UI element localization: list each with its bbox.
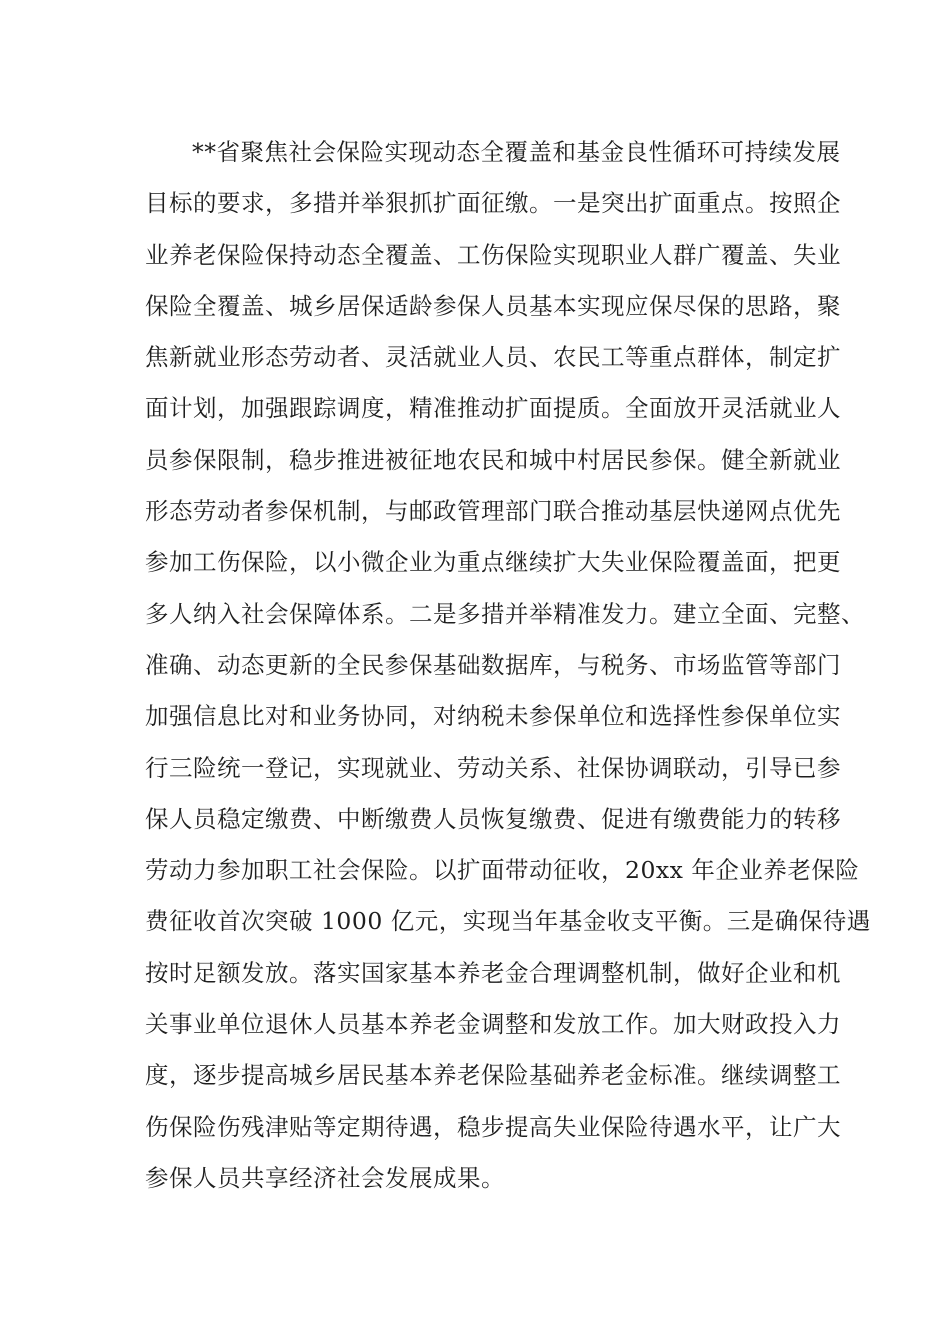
paragraph-line: 关事业单位退休人员基本养老金调整和发放工作。加大财政投入力 — [145, 1010, 841, 1039]
paragraph-line: 伤保险伤残津贴等定期待遇，稳步提高失业保险待遇水平，让广大 — [145, 1112, 841, 1141]
paragraph-line: 多人纳入社会保障体系。二是多措并举精准发力。建立全面、完整、 — [145, 599, 865, 628]
paragraph-line: 参保人员共享经济社会发展成果。 — [145, 1163, 505, 1192]
paragraph-line: **省聚焦社会保险实现动态全覆盖和基金良性循环可持续发展 — [192, 138, 841, 166]
paragraph-line: 保险全覆盖、城乡居保适龄参保人员基本实现应保尽保的思路，聚 — [145, 291, 841, 320]
body-paragraph — [145, 131, 871, 1208]
paragraph-line: 准确、动态更新的全民参保基础数据库，与税务、市场监管等部门 — [145, 650, 841, 679]
paragraph-line: 劳动力参加职工社会保险。以扩面带动征收，20xx 年企业养老保险 — [145, 856, 860, 885]
paragraph-line: 保人员稳定缴费、中断缴费人员恢复缴费、促进有缴费能力的转移 — [145, 804, 841, 833]
paragraph-line: 参加工伤保险，以小微企业为重点继续扩大失业保险覆盖面，把更 — [145, 548, 841, 577]
paragraph-line: 按时足额发放。落实国家基本养老金合理调整机制，做好企业和机 — [145, 958, 841, 987]
paragraph-line: 业养老保险保持动态全覆盖、工伤保险实现职业人群广覆盖、失业 — [145, 240, 841, 269]
paragraph-line: 费征收首次突破 1000 亿元，实现当年基金收支平衡。三是确保待遇 — [145, 907, 871, 936]
paragraph-line: 加强信息比对和业务协同，对纳税未参保单位和选择性参保单位实 — [145, 702, 841, 731]
paragraph-line: 员参保限制，稳步推进被征地农民和城中村居民参保。健全新就业 — [145, 445, 841, 474]
paragraph-line: 行三险统一登记，实现就业、劳动关系、社保协调联动，引导已参 — [145, 753, 841, 782]
paragraph-line: 形态劳动者参保机制，与邮政管理部门联合推动基层快递网点优先 — [145, 497, 841, 526]
paragraph-line: 面计划，加强跟踪调度，精准推动扩面提质。全面放开灵活就业人 — [145, 394, 841, 423]
paragraph-line: 度，逐步提高城乡居民基本养老保险基础养老金标准。继续调整工 — [145, 1061, 841, 1090]
paragraph-line: 目标的要求，多措并举狠抓扩面征缴。一是突出扩面重点。按照企 — [145, 189, 841, 218]
paragraph-line: 焦新就业形态劳动者、灵活就业人员、农民工等重点群体，制定扩 — [145, 343, 841, 372]
